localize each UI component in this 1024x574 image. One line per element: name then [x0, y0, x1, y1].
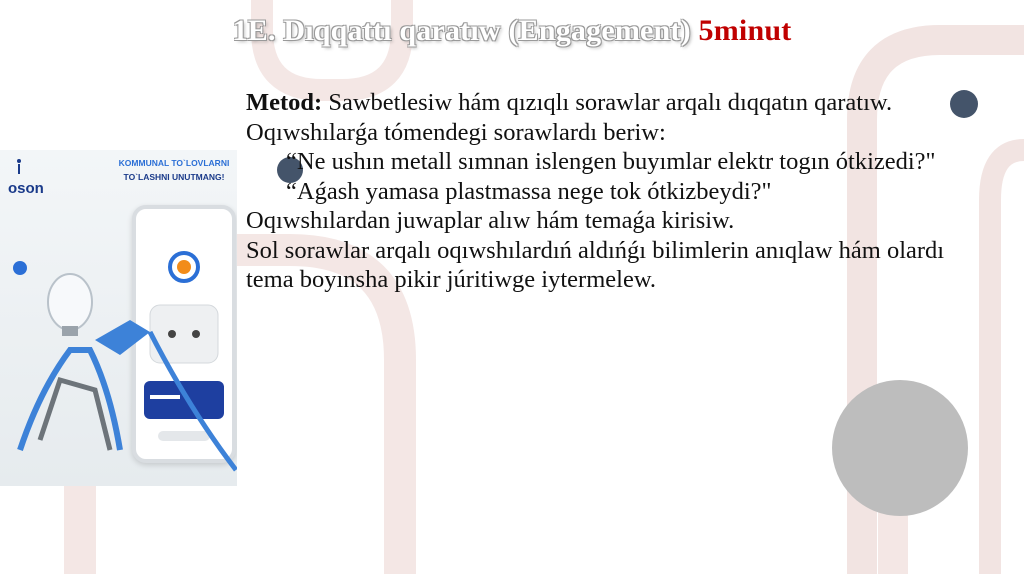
prior-knowledge-line: Sol sorawlar arqalı oqıwshılardıń aldıńǵı bilimlerin anıqlaw hám olardı tema boyınsha pikir júritiwge iytermelew. [246, 236, 945, 293]
slide-title [0, 14, 1024, 48]
advert-banner-line2: TO`LASHNI UNUTMANG! [123, 172, 225, 182]
method-label: Metod: [246, 89, 323, 116]
advert-banner-line1: KOMMUNAL TO`LOVLARNI [118, 158, 230, 168]
question-1: “Ne ushın metall sımnan islengen buyımlar elektr togın ótkizedi?" [286, 148, 936, 175]
body-text [246, 88, 946, 295]
decor-arc-right-inner [990, 150, 1024, 574]
question-2: “Aǵash yamasa plastmassa nege tok ótkizbeydi?" [286, 177, 772, 205]
advert-image [0, 150, 237, 486]
robot-plug-icon [0, 150, 237, 486]
method-paragraph [246, 88, 946, 118]
slide-title-main: 1E. Dıqqattı qaratıw (Engagement) [232, 14, 691, 47]
decor-circle-grey [832, 380, 968, 516]
oson-logo: oson [8, 180, 44, 197]
method-text: Sawbetlesiw hám qızıqlı sorawlar arqalı dıqqatın qaratıw. [322, 89, 893, 116]
intro-line: Oqıwshılarǵa tómendegi sorawlardı beriw: [246, 118, 666, 146]
answers-line: Oqıwshılardan juwaplar alıw hám temaǵa kirisiw. [246, 207, 735, 234]
slide-title-accent: 5minut [698, 14, 792, 47]
decor-dot-dark-right [950, 90, 978, 118]
